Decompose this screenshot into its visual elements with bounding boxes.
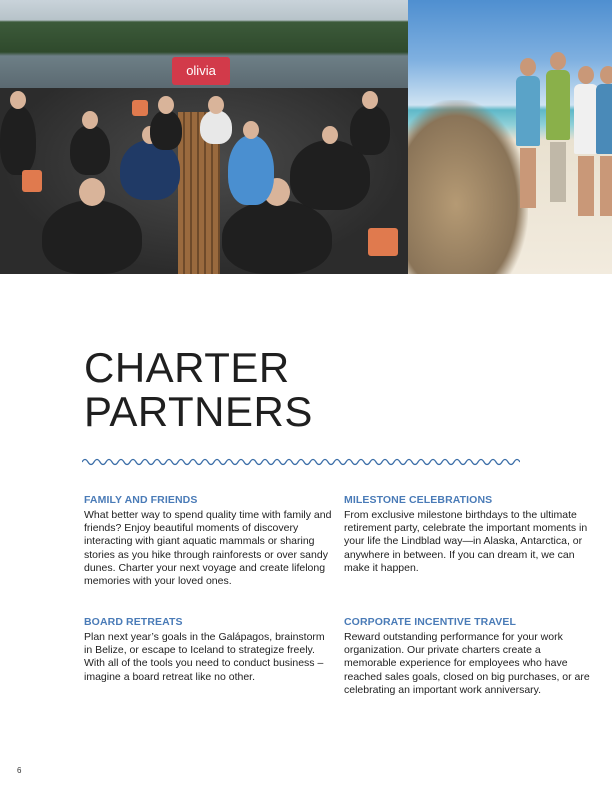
section-heading: BOARD RETREATS [84,616,183,628]
tourist [516,58,540,208]
section-corporate-incentive-travel [344,616,594,697]
passenger [228,135,274,205]
page-number: 6 [17,766,22,775]
sea-lion [408,100,528,274]
olivia-banner: olivia [172,57,230,85]
passenger [200,110,232,144]
boat-group-photo [0,0,408,274]
section-heading: MILESTONE CELEBRATIONS [344,494,493,506]
life-vest [22,170,42,192]
tourist [574,66,598,216]
passenger [150,110,182,150]
tourist [596,66,612,216]
page-title-line-2: PARTNERS [84,388,313,435]
header-photos [0,0,612,274]
wave-divider [82,454,520,470]
page-title-line-1: CHARTER [84,344,290,391]
section-family-and-friends [84,494,334,588]
passenger [350,105,390,155]
section-body: What better way to spend quality time with family and friends? Enjoy beautiful moments of discovery interacting with giant aquatic mammals or sharing stories as you hike through rainforests or over sandy dunes. Charter your next voyage and create lifelong memories with your loved ones. [84,509,332,588]
section-board-retreats [84,616,334,684]
section-body: Reward outstanding performance for your work organization. Our private charters create a memorable experience for employees who have reached sales goals, closed on big purchases, or are celebrating an important work anniversary. [344,631,590,696]
section-heading: FAMILY AND FRIENDS [84,494,198,506]
passenger [42,200,142,274]
section-milestone-celebrations [344,494,594,575]
galapagos-beach-photo [408,0,612,274]
tourist [546,52,570,202]
passenger [70,125,110,175]
section-body: Plan next year’s goals in the Galápagos, brainstorm in Belize, or escape to Iceland to strategize freely. With all of the tools you need to conduct business – imagine a board retreat like no other. [84,631,325,683]
life-vest [368,228,398,256]
section-body: From exclusive milestone birthdays to the ultimate retirement party, celebrate the important moments in your life the Lindblad way—in Alaska, Antarctica, or anywhere in between. If you can dream it, we can make it happen. [344,509,588,574]
passenger [0,105,36,175]
page-title [84,346,313,434]
section-heading: CORPORATE INCENTIVE TRAVEL [344,616,516,628]
life-vest [132,100,148,116]
passenger [222,200,332,274]
